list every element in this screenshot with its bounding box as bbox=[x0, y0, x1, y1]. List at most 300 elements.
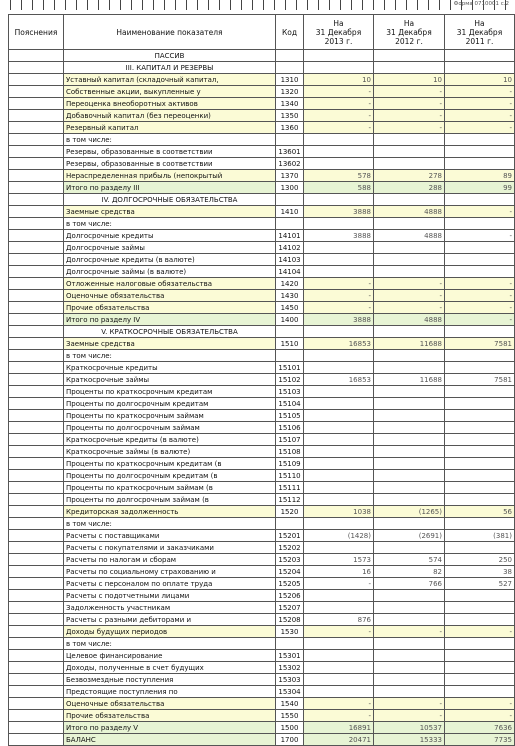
indicator-name: Проценты по краткосрочным кредитам (в bbox=[64, 458, 276, 470]
column-ruler bbox=[0, 0, 515, 14]
value-2013: 3888 bbox=[304, 230, 374, 242]
value-2011: - bbox=[445, 86, 515, 98]
value-2012 bbox=[374, 326, 445, 338]
code-cell bbox=[276, 218, 304, 230]
value-2012 bbox=[374, 422, 445, 434]
value-2012: 4888 bbox=[374, 206, 445, 218]
indicator-name: Оценочные обязательства bbox=[64, 698, 276, 710]
ruler-tick bbox=[164, 0, 165, 10]
value-2011 bbox=[445, 266, 515, 278]
value-2012 bbox=[374, 482, 445, 494]
table-row bbox=[9, 302, 515, 314]
value-2013 bbox=[304, 470, 374, 482]
value-2013: - bbox=[304, 302, 374, 314]
code-cell: 15201 bbox=[276, 530, 304, 542]
notes-cell bbox=[9, 230, 64, 242]
notes-cell bbox=[9, 74, 64, 86]
table-row bbox=[9, 482, 515, 494]
indicator-name: Прочие обязательства bbox=[64, 710, 276, 722]
indicator-name: Оценочные обязательства bbox=[64, 290, 276, 302]
code-cell: 15304 bbox=[276, 686, 304, 698]
value-2011 bbox=[445, 638, 515, 650]
table-row bbox=[9, 278, 515, 290]
notes-cell bbox=[9, 494, 64, 506]
notes-cell bbox=[9, 614, 64, 626]
code-cell: 1360 bbox=[276, 122, 304, 134]
value-2012 bbox=[374, 446, 445, 458]
notes-cell bbox=[9, 194, 64, 206]
indicator-name: Кредиторская задолженность bbox=[64, 506, 276, 518]
value-2011 bbox=[445, 410, 515, 422]
value-2012 bbox=[374, 590, 445, 602]
indicator-name: Расчеты с подотчетными лицами bbox=[64, 590, 276, 602]
indicator-name: Резервы, образованные в соответствии bbox=[64, 146, 276, 158]
code-cell: 1450 bbox=[276, 302, 304, 314]
code-cell: 13602 bbox=[276, 158, 304, 170]
code-cell: 15104 bbox=[276, 398, 304, 410]
value-2011: - bbox=[445, 98, 515, 110]
value-2012 bbox=[374, 266, 445, 278]
section-title: ПАССИВ bbox=[64, 50, 276, 62]
indicator-name: Расчеты с поставщиками bbox=[64, 530, 276, 542]
code-cell: 1700 bbox=[276, 734, 304, 746]
ruler-tick bbox=[10, 0, 11, 10]
value-2013 bbox=[304, 422, 374, 434]
code-cell: 15206 bbox=[276, 590, 304, 602]
indicator-name: Проценты по краткосрочным займам bbox=[64, 410, 276, 422]
table-row bbox=[9, 734, 515, 746]
value-2012 bbox=[374, 62, 445, 74]
indicator-name: Расчеты по налогам и сборам bbox=[64, 554, 276, 566]
value-2013 bbox=[304, 134, 374, 146]
value-2011 bbox=[445, 362, 515, 374]
notes-cell bbox=[9, 302, 64, 314]
value-2013 bbox=[304, 194, 374, 206]
col-header-2011: На 31 Декабря 2011 г. bbox=[445, 15, 515, 50]
value-2012: - bbox=[374, 290, 445, 302]
value-2013: 578 bbox=[304, 170, 374, 182]
value-2012 bbox=[374, 218, 445, 230]
indicator-name: Предстоящие поступления по bbox=[64, 686, 276, 698]
table-row bbox=[9, 626, 515, 638]
code-cell: 1320 bbox=[276, 86, 304, 98]
form-code: Форма 0710001 с.2 bbox=[453, 1, 509, 7]
value-2012: 278 bbox=[374, 170, 445, 182]
code-cell: 14101 bbox=[276, 230, 304, 242]
value-2013: 1038 bbox=[304, 506, 374, 518]
value-2012 bbox=[374, 386, 445, 398]
value-2013: - bbox=[304, 698, 374, 710]
value-2012: 10537 bbox=[374, 722, 445, 734]
indicator-name: в том числе: bbox=[64, 518, 276, 530]
indicator-name: Доходы, полученные в счет будущих bbox=[64, 662, 276, 674]
value-2011: - bbox=[445, 206, 515, 218]
ruler-tick bbox=[65, 0, 66, 10]
value-2011: 250 bbox=[445, 554, 515, 566]
table-row bbox=[9, 614, 515, 626]
value-2012 bbox=[374, 158, 445, 170]
table-row bbox=[9, 398, 515, 410]
ruler-tick bbox=[428, 0, 429, 10]
indicator-name: Расчеты с разными дебиторами и bbox=[64, 614, 276, 626]
notes-cell bbox=[9, 542, 64, 554]
value-2013 bbox=[304, 254, 374, 266]
notes-cell bbox=[9, 602, 64, 614]
value-2011 bbox=[445, 494, 515, 506]
table-row bbox=[9, 518, 515, 530]
code-cell bbox=[276, 50, 304, 62]
indicator-name: Уставный капитал (складочный капитал, bbox=[64, 74, 276, 86]
indicator-name: Краткосрочные займы bbox=[64, 374, 276, 386]
notes-cell bbox=[9, 326, 64, 338]
table-row bbox=[9, 554, 515, 566]
value-2012 bbox=[374, 602, 445, 614]
table-row bbox=[9, 530, 515, 542]
table-row bbox=[9, 362, 515, 374]
ruler-tick bbox=[32, 0, 33, 10]
code-cell: 15205 bbox=[276, 578, 304, 590]
value-2013: 16853 bbox=[304, 338, 374, 350]
value-2011 bbox=[445, 542, 515, 554]
indicator-name: Долгосрочные займы (в валюте) bbox=[64, 266, 276, 278]
value-2012: - bbox=[374, 86, 445, 98]
notes-cell bbox=[9, 578, 64, 590]
ruler-tick bbox=[340, 0, 341, 10]
ruler-tick bbox=[252, 0, 253, 10]
table-row bbox=[9, 662, 515, 674]
code-cell bbox=[276, 62, 304, 74]
code-cell: 15301 bbox=[276, 650, 304, 662]
table-row bbox=[9, 542, 515, 554]
value-2013 bbox=[304, 686, 374, 698]
notes-cell bbox=[9, 158, 64, 170]
value-2012: - bbox=[374, 98, 445, 110]
value-2013 bbox=[304, 650, 374, 662]
table-row bbox=[9, 494, 515, 506]
value-2013 bbox=[304, 398, 374, 410]
value-2011: - bbox=[445, 302, 515, 314]
section-title: III. КАПИТАЛ И РЕЗЕРВЫ bbox=[64, 62, 276, 74]
notes-cell bbox=[9, 590, 64, 602]
table-row bbox=[9, 98, 515, 110]
value-2013 bbox=[304, 674, 374, 686]
code-cell: 14102 bbox=[276, 242, 304, 254]
table-row bbox=[9, 650, 515, 662]
notes-cell bbox=[9, 554, 64, 566]
ruler-tick bbox=[219, 0, 220, 10]
table-row bbox=[9, 722, 515, 734]
col-header-notes: Пояснения bbox=[9, 15, 64, 50]
notes-cell bbox=[9, 386, 64, 398]
ruler-tick bbox=[296, 0, 297, 10]
value-2011 bbox=[445, 422, 515, 434]
ruler-tick bbox=[197, 0, 198, 10]
ruler-tick bbox=[450, 0, 451, 10]
notes-cell bbox=[9, 698, 64, 710]
value-2013 bbox=[304, 494, 374, 506]
ruler-tick bbox=[439, 0, 440, 10]
code-cell: 1510 bbox=[276, 338, 304, 350]
notes-cell bbox=[9, 566, 64, 578]
value-2011: 38 bbox=[445, 566, 515, 578]
value-2011: - bbox=[445, 314, 515, 326]
value-2012 bbox=[374, 674, 445, 686]
value-2013 bbox=[304, 362, 374, 374]
code-cell: 15204 bbox=[276, 566, 304, 578]
ruler-tick bbox=[21, 0, 22, 10]
notes-cell bbox=[9, 50, 64, 62]
notes-cell bbox=[9, 710, 64, 722]
value-2012: 11688 bbox=[374, 338, 445, 350]
col-header-2012: На 31 Декабря 2012 г. bbox=[374, 15, 445, 50]
code-cell: 15111 bbox=[276, 482, 304, 494]
table-row bbox=[9, 386, 515, 398]
indicator-name: Собственные акции, выкупленные у bbox=[64, 86, 276, 98]
value-2012 bbox=[374, 686, 445, 698]
value-2013: 10 bbox=[304, 74, 374, 86]
indicator-name: Заемные средства bbox=[64, 206, 276, 218]
balance-table bbox=[8, 14, 515, 746]
col-header-indicator: Наименование показателя bbox=[64, 15, 276, 50]
value-2013: - bbox=[304, 578, 374, 590]
value-2011 bbox=[445, 614, 515, 626]
value-2011 bbox=[445, 674, 515, 686]
value-2011 bbox=[445, 398, 515, 410]
value-2013: (1428) bbox=[304, 530, 374, 542]
indicator-name: Целевое финансирование bbox=[64, 650, 276, 662]
notes-cell bbox=[9, 686, 64, 698]
code-cell: 13601 bbox=[276, 146, 304, 158]
indicator-name: Проценты по долгосрочным кредитам bbox=[64, 398, 276, 410]
value-2011 bbox=[445, 446, 515, 458]
notes-cell bbox=[9, 626, 64, 638]
value-2013: - bbox=[304, 626, 374, 638]
notes-cell bbox=[9, 362, 64, 374]
code-cell: 15103 bbox=[276, 386, 304, 398]
value-2011 bbox=[445, 158, 515, 170]
notes-cell bbox=[9, 410, 64, 422]
indicator-name: Долгосрочные кредиты (в валюте) bbox=[64, 254, 276, 266]
value-2012: - bbox=[374, 302, 445, 314]
value-2012: - bbox=[374, 122, 445, 134]
notes-cell bbox=[9, 422, 64, 434]
indicator-name: Итого по разделу III bbox=[64, 182, 276, 194]
notes-cell bbox=[9, 338, 64, 350]
value-2011: - bbox=[445, 698, 515, 710]
value-2011 bbox=[445, 482, 515, 494]
value-2013: 3888 bbox=[304, 206, 374, 218]
indicator-name: Проценты по краткосрочным кредитам bbox=[64, 386, 276, 398]
ruler-tick bbox=[76, 0, 77, 10]
value-2013 bbox=[304, 458, 374, 470]
value-2012: 4888 bbox=[374, 230, 445, 242]
ruler-tick bbox=[274, 0, 275, 10]
value-2013: 20471 bbox=[304, 734, 374, 746]
value-2012 bbox=[374, 614, 445, 626]
value-2013: 16853 bbox=[304, 374, 374, 386]
value-2012: 82 bbox=[374, 566, 445, 578]
table-row bbox=[9, 338, 515, 350]
value-2013 bbox=[304, 542, 374, 554]
value-2013 bbox=[304, 62, 374, 74]
indicator-name: Краткосрочные кредиты bbox=[64, 362, 276, 374]
ruler-tick bbox=[175, 0, 176, 10]
code-cell: 15102 bbox=[276, 374, 304, 386]
ruler-tick bbox=[241, 0, 242, 10]
value-2013: 876 bbox=[304, 614, 374, 626]
notes-cell bbox=[9, 254, 64, 266]
value-2011: - bbox=[445, 710, 515, 722]
table-row bbox=[9, 74, 515, 86]
value-2012: (1265) bbox=[374, 506, 445, 518]
value-2011 bbox=[445, 242, 515, 254]
notes-cell bbox=[9, 374, 64, 386]
value-2013 bbox=[304, 146, 374, 158]
indicator-name: Переоценка внеоборотных активов bbox=[64, 98, 276, 110]
value-2011 bbox=[445, 254, 515, 266]
value-2013: 588 bbox=[304, 182, 374, 194]
value-2011: - bbox=[445, 122, 515, 134]
indicator-name: Итого по разделу IV bbox=[64, 314, 276, 326]
indicator-name: Отложенные налоговые обязательства bbox=[64, 278, 276, 290]
value-2013: 1573 bbox=[304, 554, 374, 566]
value-2012: - bbox=[374, 278, 445, 290]
indicator-name: Заемные средства bbox=[64, 338, 276, 350]
section-title: IV. ДОЛГОСРОЧНЫЕ ОБЯЗАТЕЛЬСТВА bbox=[64, 194, 276, 206]
indicator-name: Доходы будущих периодов bbox=[64, 626, 276, 638]
value-2013 bbox=[304, 482, 374, 494]
value-2012: 4888 bbox=[374, 314, 445, 326]
code-cell: 15110 bbox=[276, 470, 304, 482]
notes-cell bbox=[9, 242, 64, 254]
value-2013 bbox=[304, 434, 374, 446]
indicator-name: Итого по разделу V bbox=[64, 722, 276, 734]
notes-cell bbox=[9, 434, 64, 446]
indicator-name: Расчеты с персоналом по оплате труда bbox=[64, 578, 276, 590]
table-row bbox=[9, 602, 515, 614]
value-2013 bbox=[304, 446, 374, 458]
notes-cell bbox=[9, 86, 64, 98]
notes-cell bbox=[9, 446, 64, 458]
section-row bbox=[9, 62, 515, 74]
ruler-tick bbox=[318, 0, 319, 10]
indicator-name: Долгосрочные займы bbox=[64, 242, 276, 254]
notes-cell bbox=[9, 638, 64, 650]
table-row bbox=[9, 578, 515, 590]
indicator-name: Краткосрочные кредиты (в валюте) bbox=[64, 434, 276, 446]
indicator-name: Расчеты с покупателями и заказчиками bbox=[64, 542, 276, 554]
table-row bbox=[9, 122, 515, 134]
value-2012: - bbox=[374, 110, 445, 122]
value-2012 bbox=[374, 638, 445, 650]
value-2011 bbox=[445, 602, 515, 614]
ruler-tick bbox=[417, 0, 418, 10]
value-2012: 766 bbox=[374, 578, 445, 590]
value-2011 bbox=[445, 134, 515, 146]
notes-cell bbox=[9, 110, 64, 122]
value-2011 bbox=[445, 518, 515, 530]
value-2011: 56 bbox=[445, 506, 515, 518]
indicator-name: в том числе: bbox=[64, 134, 276, 146]
notes-cell bbox=[9, 266, 64, 278]
notes-cell bbox=[9, 518, 64, 530]
value-2012: - bbox=[374, 626, 445, 638]
ruler-tick bbox=[98, 0, 99, 10]
value-2012 bbox=[374, 350, 445, 362]
table-row bbox=[9, 242, 515, 254]
code-cell: 15109 bbox=[276, 458, 304, 470]
value-2013 bbox=[304, 350, 374, 362]
indicator-name: Долгосрочные кредиты bbox=[64, 230, 276, 242]
value-2013: 16 bbox=[304, 566, 374, 578]
ruler-tick bbox=[120, 0, 121, 10]
indicator-name: Проценты по краткосрочным займам (в bbox=[64, 482, 276, 494]
value-2012: (2691) bbox=[374, 530, 445, 542]
value-2012 bbox=[374, 194, 445, 206]
indicator-name: Нераспределенная прибыль (непокрытый bbox=[64, 170, 276, 182]
value-2012: 11688 bbox=[374, 374, 445, 386]
value-2013 bbox=[304, 242, 374, 254]
code-cell: 1420 bbox=[276, 278, 304, 290]
value-2013 bbox=[304, 410, 374, 422]
code-cell: 1370 bbox=[276, 170, 304, 182]
table-row bbox=[9, 182, 515, 194]
indicator-name: Резервы, образованные в соответствии bbox=[64, 158, 276, 170]
value-2012 bbox=[374, 470, 445, 482]
value-2013 bbox=[304, 326, 374, 338]
notes-cell bbox=[9, 218, 64, 230]
code-cell: 1500 bbox=[276, 722, 304, 734]
value-2013: - bbox=[304, 710, 374, 722]
value-2013: - bbox=[304, 122, 374, 134]
table-row bbox=[9, 266, 515, 278]
code-cell: 1430 bbox=[276, 290, 304, 302]
table-row bbox=[9, 350, 515, 362]
indicator-name: в том числе: bbox=[64, 218, 276, 230]
value-2011: - bbox=[445, 626, 515, 638]
code-cell: 1340 bbox=[276, 98, 304, 110]
table-row bbox=[9, 218, 515, 230]
notes-cell bbox=[9, 458, 64, 470]
code-cell: 1540 bbox=[276, 698, 304, 710]
notes-cell bbox=[9, 182, 64, 194]
value-2011: 7581 bbox=[445, 338, 515, 350]
value-2011 bbox=[445, 458, 515, 470]
ruler-tick bbox=[230, 0, 231, 10]
code-cell: 1530 bbox=[276, 626, 304, 638]
col-header-code: Код bbox=[276, 15, 304, 50]
value-2011: - bbox=[445, 278, 515, 290]
value-2012: 10 bbox=[374, 74, 445, 86]
code-cell: 15112 bbox=[276, 494, 304, 506]
table-row bbox=[9, 434, 515, 446]
notes-cell bbox=[9, 506, 64, 518]
table-row bbox=[9, 674, 515, 686]
table-row bbox=[9, 446, 515, 458]
table-row bbox=[9, 86, 515, 98]
indicator-name: Безвозмездные поступления bbox=[64, 674, 276, 686]
value-2012 bbox=[374, 146, 445, 158]
value-2012 bbox=[374, 458, 445, 470]
value-2013 bbox=[304, 590, 374, 602]
value-2012: 574 bbox=[374, 554, 445, 566]
value-2013: - bbox=[304, 98, 374, 110]
value-2012 bbox=[374, 542, 445, 554]
ruler-tick bbox=[406, 0, 407, 10]
code-cell: 1300 bbox=[276, 182, 304, 194]
value-2012: - bbox=[374, 698, 445, 710]
table-row bbox=[9, 410, 515, 422]
